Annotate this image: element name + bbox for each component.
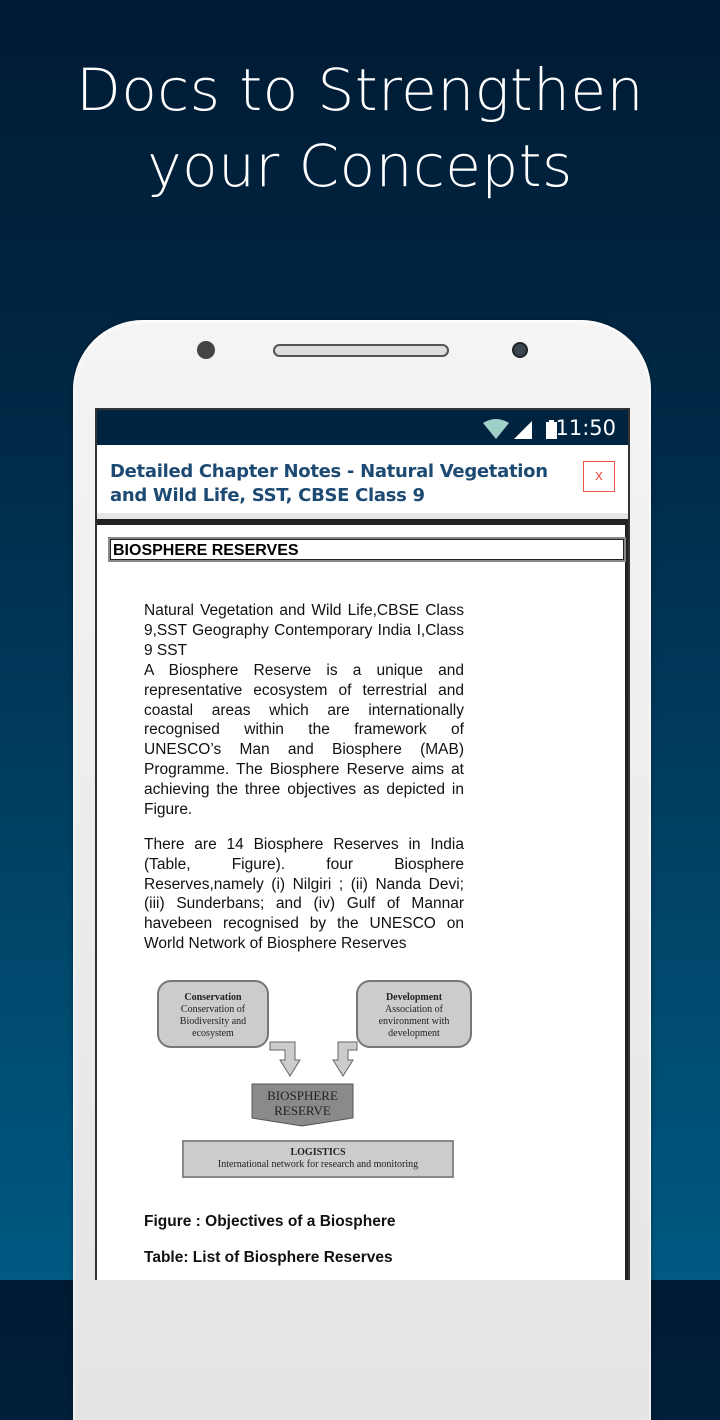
section-title: BIOSPHERE RESERVES [108, 537, 626, 562]
headline-line-2: your Concepts [147, 132, 573, 200]
arrow-left-icon [270, 1042, 300, 1076]
doc-header [97, 445, 628, 519]
paragraph-definition: A Biosphere Reserve is a unique and representative ecosystem of terrestrial and coastal areas which are internationally recognised within the framework of UNESCO’s Man and Biosphere (MAB) Programme. The Biosphere Reserve aims at achieving the three objectives as depicted in Figure. [144, 662, 464, 818]
doc-content[interactable] [97, 525, 628, 1280]
paragraph-intro: Natural Vegetation and Wild Life,CBSE Class 9,SST Geography Contemporary India I,Class 9 SST [144, 602, 464, 659]
center-label [252, 1088, 353, 1118]
logistics-title: LOGISTICS [290, 1147, 346, 1158]
conservation-title: Conservation [184, 992, 242, 1003]
signal-icon [514, 421, 532, 439]
wifi-icon [483, 419, 509, 439]
proximity-sensor [512, 342, 528, 358]
close-button[interactable]: x [583, 461, 615, 492]
logistics-box [182, 1140, 454, 1178]
paragraph-reserves: There are 14 Biosphere Reserves in India (Table, Figure). four Biosphere Reserves,namely (i) Nilgiri ; (ii) Nanda Devi; (iii) Sunderbans; and (iv) Gulf of Mannar havebeen recognised by the UNESCO on World Network of Biosphere Reserves [144, 836, 464, 952]
front-camera [197, 341, 215, 359]
phone-screen [95, 408, 630, 1280]
figure-caption: Figure : Objectives of a Biosphere [144, 1213, 396, 1230]
earpiece-speaker [273, 344, 449, 357]
status-time: 11:50 [555, 416, 616, 440]
conservation-text: Conservation of Biodiversity and ecosystem [179, 1004, 247, 1039]
development-title: Development [385, 992, 443, 1003]
promo-headline [0, 52, 720, 204]
table-caption: Table: List of Biosphere Reserves [144, 1249, 393, 1266]
arrow-right-icon [333, 1042, 357, 1076]
center-line-2: RESERVE [274, 1103, 331, 1118]
headline-line-1: Docs to Strengthen [76, 56, 644, 124]
status-bar [97, 410, 628, 445]
development-text: Association of environment with development [378, 1004, 450, 1039]
center-line-1: BIOSPHERE [267, 1088, 338, 1103]
logistics-text: International network for research and monitoring [217, 1159, 419, 1170]
doc-title: Detailed Chapter Notes - Natural Vegetation and Wild Life, SST, CBSE Class 9 [110, 461, 548, 506]
biosphere-diagram [152, 980, 482, 1190]
